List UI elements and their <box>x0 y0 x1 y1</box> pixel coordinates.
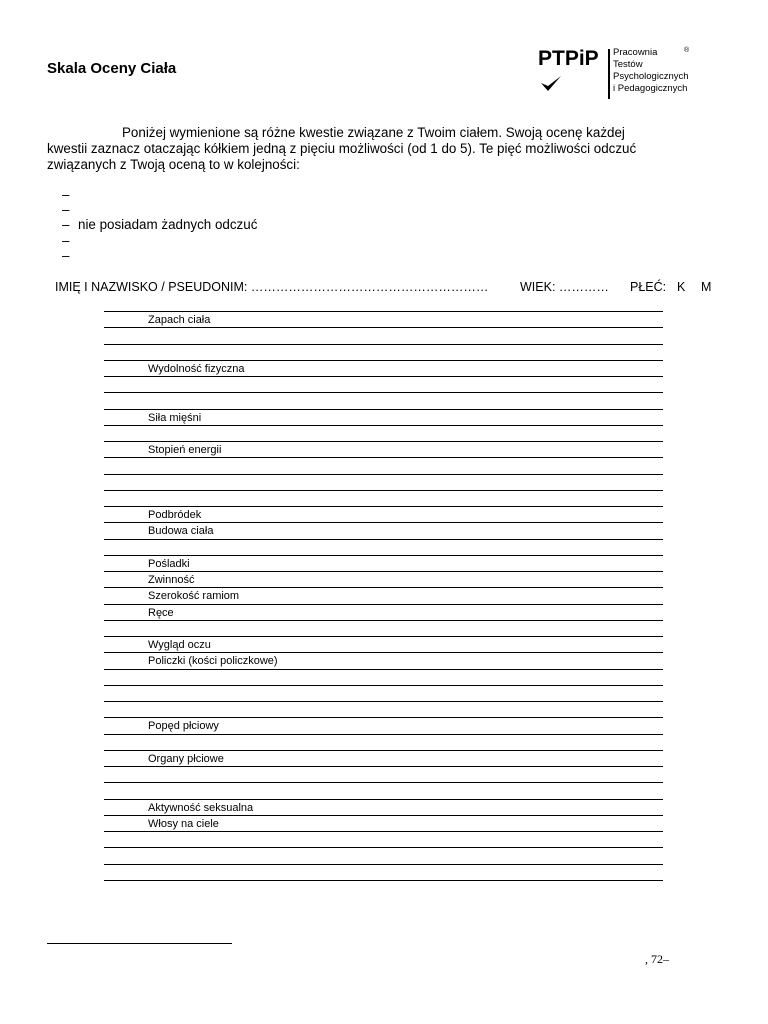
item-row: Policzki (kości policzkowe) <box>104 653 663 669</box>
item-table <box>104 311 663 881</box>
option-item: – nie posiadam żadnych odczuć <box>62 217 258 233</box>
option-item: – <box>62 247 70 263</box>
logo-line: Testów <box>613 59 643 70</box>
answer-options <box>62 187 257 263</box>
option-item: – <box>62 202 70 218</box>
item-row: Pośladki <box>104 556 663 572</box>
logo-divider <box>608 49 610 99</box>
item-row: Popęd płciowy <box>104 718 663 734</box>
item-row: Szerokość ramiom <box>104 588 663 604</box>
item-row <box>104 767 663 783</box>
item-row <box>104 686 663 702</box>
item-row <box>104 735 663 751</box>
item-row: Ręce <box>104 605 663 621</box>
option-item: – <box>62 232 70 248</box>
item-row: Podbródek <box>104 507 663 523</box>
logo-text <box>613 47 689 95</box>
item-row <box>104 783 663 799</box>
option-item: – <box>62 187 70 202</box>
logo-line: i Pedagogicznych <box>613 83 688 94</box>
item-row: Wygląd oczu <box>104 637 663 653</box>
item-row <box>104 393 663 409</box>
item-row <box>104 832 663 848</box>
ptpip-logo <box>538 47 698 102</box>
item-row: Aktywność seksualna <box>104 800 663 816</box>
sex-field-label: PŁEĆ: <box>630 280 667 294</box>
instruction-line: kwestii zaznacz otaczając kółkiem jedną z pięciu możliwości (od 1 do 5). Te pięć możliwości odczuć <box>47 141 637 156</box>
instruction-line: Poniżej wymienione są różne kwestie związane z Twoim ciałem. Swoją ocenę każdej <box>122 125 625 140</box>
item-row <box>104 702 663 718</box>
age-field-label: WIEK: ………… <box>520 280 609 294</box>
instruction-line: związanych z Twoją oceną to w kolejności: <box>47 157 300 172</box>
item-row <box>104 345 663 361</box>
item-row <box>104 426 663 442</box>
logo-line: Pracownia <box>613 47 658 58</box>
item-row: Zwinność <box>104 572 663 588</box>
item-row <box>104 865 663 881</box>
item-row <box>104 540 663 556</box>
instructions <box>47 125 687 173</box>
item-row <box>104 670 663 686</box>
checkmark-icon <box>540 74 562 94</box>
sex-option-m: M <box>701 280 712 294</box>
item-row <box>104 377 663 393</box>
logo-mark: PTPiP <box>538 47 599 70</box>
footnote-divider <box>47 943 232 944</box>
item-row: Stopień energii <box>104 442 663 458</box>
item-row: Siła mięśni <box>104 410 663 426</box>
item-row: Budowa ciała <box>104 523 663 539</box>
item-row <box>104 328 663 344</box>
name-field-label: IMIĘ I NAZWISKO / PSEUDONIM: ………………………………………………… <box>55 280 489 294</box>
page-title: Skala Oceny Ciała <box>47 60 177 77</box>
item-row <box>104 848 663 864</box>
item-row <box>104 621 663 637</box>
item-row: Włosy na ciele <box>104 816 663 832</box>
item-row <box>104 458 663 474</box>
logo-line: Psychologicznych <box>613 71 689 82</box>
registered-mark: ® <box>684 47 690 54</box>
sex-option-k: K <box>677 280 686 294</box>
item-row: Organy płciowe <box>104 751 663 767</box>
item-row <box>104 491 663 507</box>
item-row: Zapach ciała <box>104 312 663 328</box>
item-row: Wydolność fizyczna <box>104 361 663 377</box>
page-number: , 72– <box>645 952 669 966</box>
item-row <box>104 475 663 491</box>
